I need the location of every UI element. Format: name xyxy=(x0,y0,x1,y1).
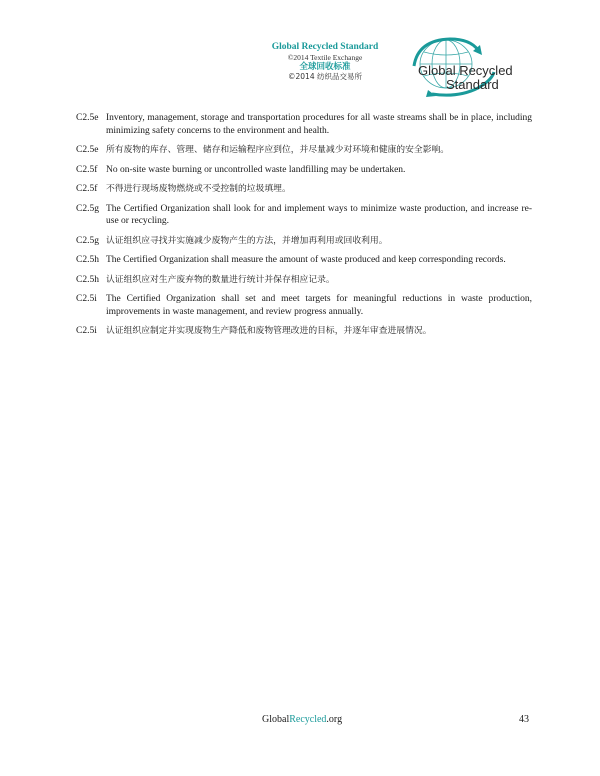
clause-c25f-en xyxy=(76,164,532,177)
clause-text: 不得进行现场废物燃烧或不受控制的垃圾填埋。 xyxy=(106,184,291,194)
clause-text: The Certified Organization shall look for and implement ways to minimize waste production, and increase re-use or recycling. xyxy=(106,203,532,226)
clause-c25e-en xyxy=(76,112,532,137)
clause-text: 所有废物的库存、管理、储存和运输程序应到位，并尽量减少对环境和健康的安全影响。 xyxy=(106,145,450,155)
clause-text: 认证组织应制定并实现废物生产降低和废物管理改进的目标，并逐年审查进展情况。 xyxy=(106,326,432,336)
clause-code: C2.5g xyxy=(76,203,99,214)
clause-code: C2.5h xyxy=(76,255,99,265)
clause-c25i-cn xyxy=(76,325,532,338)
clause-code: C2.5i xyxy=(76,326,97,336)
header-copyright-cn: ©2014 纺织品交易所 xyxy=(288,72,362,81)
header-copyright-en: ©2014 Textile Exchange xyxy=(287,53,363,62)
clause-c25h-en xyxy=(76,254,532,267)
page-number: 43 xyxy=(519,714,529,725)
clause-code: C2.5e xyxy=(76,113,99,123)
header-title-en: Global Recycled Standard xyxy=(271,42,379,52)
footer-website xyxy=(262,714,342,725)
clause-c25e-cn xyxy=(76,144,532,157)
footer-site-prefix: Global xyxy=(262,714,290,725)
clause-code: C2.5f xyxy=(76,164,98,175)
clause-code: C2.5f xyxy=(76,184,98,194)
clause-c25g-en xyxy=(76,203,532,228)
clause-text: The Certified Organization shall measure the amount of waste produced and keep corresponding records. xyxy=(106,255,506,265)
grs-logo xyxy=(396,36,530,98)
clause-code: C2.5i xyxy=(76,294,97,304)
clause-text: Inventory, management, storage and transportation procedures for all waste streams shall be in place, including minimizing safety concerns to the environment and health. xyxy=(106,113,532,136)
clause-c25i-en xyxy=(76,293,532,318)
clause-text: 认证组织应寻找并实施减少废物产生的方法，并增加再利用或回收利用。 xyxy=(106,235,388,246)
clause-code: C2.5g xyxy=(76,235,99,246)
clause-c25g-cn xyxy=(76,235,532,248)
page-header xyxy=(235,42,415,81)
clause-code: C2.5h xyxy=(76,274,99,285)
clause-list xyxy=(76,112,532,345)
footer-site-highlight: Recycled xyxy=(289,714,327,725)
clause-text: 认证组织应对生产废弃物的数量进行统计并保存相应记录。 xyxy=(106,274,335,285)
clause-text: The Certified Organization shall set and meet targets for meaningful reductions in waste production, improvements in waste management, and review progress annually. xyxy=(106,294,532,317)
logo-text-line2: Standard xyxy=(446,77,499,92)
header-title-cn: 全球回收标准 xyxy=(299,62,351,72)
clause-text: No on-site waste burning or uncontrolled waste landfilling may be undertaken. xyxy=(106,164,406,175)
clause-code: C2.5e xyxy=(76,145,99,155)
logo-text-line1: Global Recycled xyxy=(418,63,513,78)
clause-c25f-cn xyxy=(76,183,532,196)
clause-c25h-cn xyxy=(76,274,532,287)
footer-site-suffix: .org xyxy=(326,714,343,725)
